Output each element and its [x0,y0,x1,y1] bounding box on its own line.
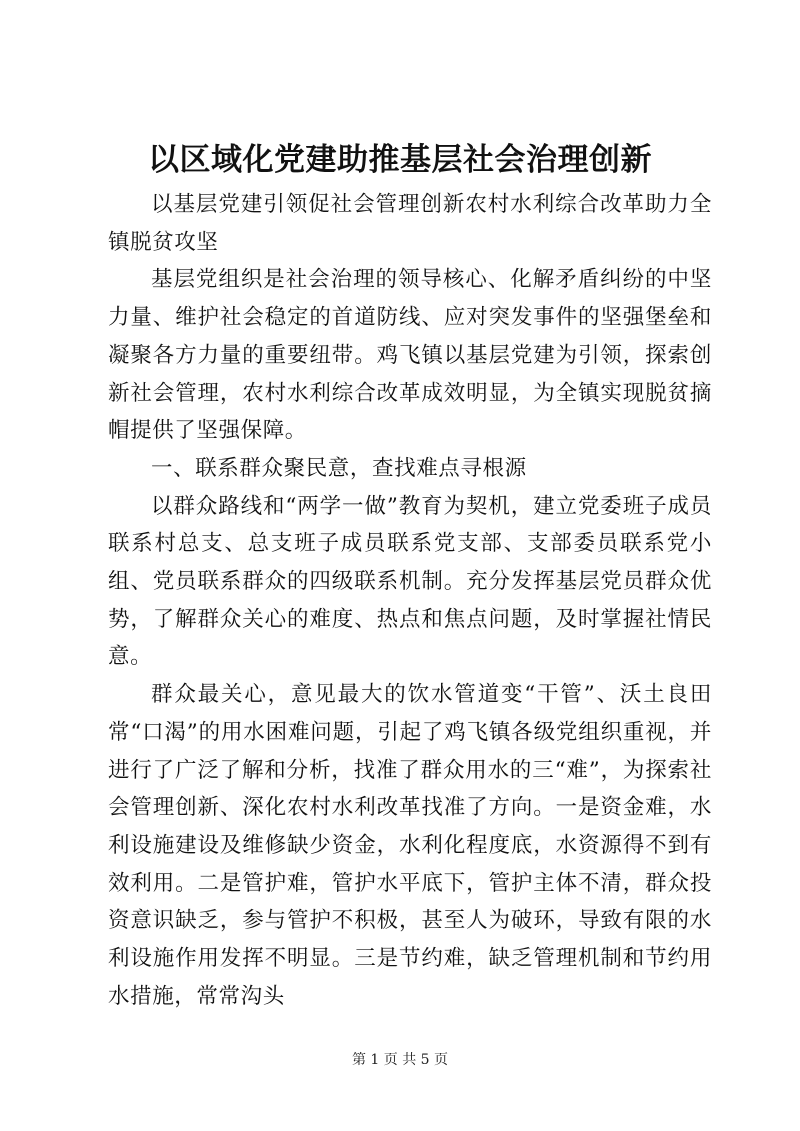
paragraph-intro: 基层党组织是社会治理的领导核心、化解矛盾纠纷的中坚力量、维护社会稳定的首道防线、应对突发事件的坚强堡垒和凝聚各方力量的重要纽带。鸡飞镇以基层党建为引领，探索创新社会管理，农村水利综合改革成效明显，为全镇实现脱贫摘帽提供了坚强保障。 [108,267,712,444]
paragraph-subtitle: 以基层党建引领促社会管理创新农村水利综合改革助力全镇脱贫攻坚 [108,192,712,255]
document-title: 以区域化党建助推基层社会治理创新 [148,142,652,178]
document-body [108,186,712,1015]
section-heading-1: 一、联系群众聚民意，查找难点寻根源 [151,455,527,481]
page-number-footer: 第 1 页 共 5 页 [351,1052,449,1068]
paragraph-water-issues: 群众最关心，意见最大的饮水管道变“干管”、沃土良田常“口渴”的用水困难问题，引起了鸡飞镇各级党组织重视，并进行了广泛了解和分析，找准了群众用水的三“难”，为探索社会管理创新、深化农村水利改革找准了方向。一是资金难，水利设施建设及维修缺少资金，水利化程度底，水资源得不到有效利用。二是管护难，管护水平底下，管护主体不清，群众投资意识缺乏，参与管护不积极，甚至人为破环，导致有限的水利设施作用发挥不明显。三是节约难，缺乏管理机制和节约用水措施，常常沟头 [108,682,712,1009]
paragraph-mechanism: 以群众路线和“两学一做”教育为契机，建立党委班子成员联系村总支、总支班子成员联系党支部、支部委员联系党小组、党员联系群众的四级联系机制。充分发挥基层党员群众优势，了解群众关心的难度、热点和焦点问题，及时掌握社情民意。 [108,493,712,670]
